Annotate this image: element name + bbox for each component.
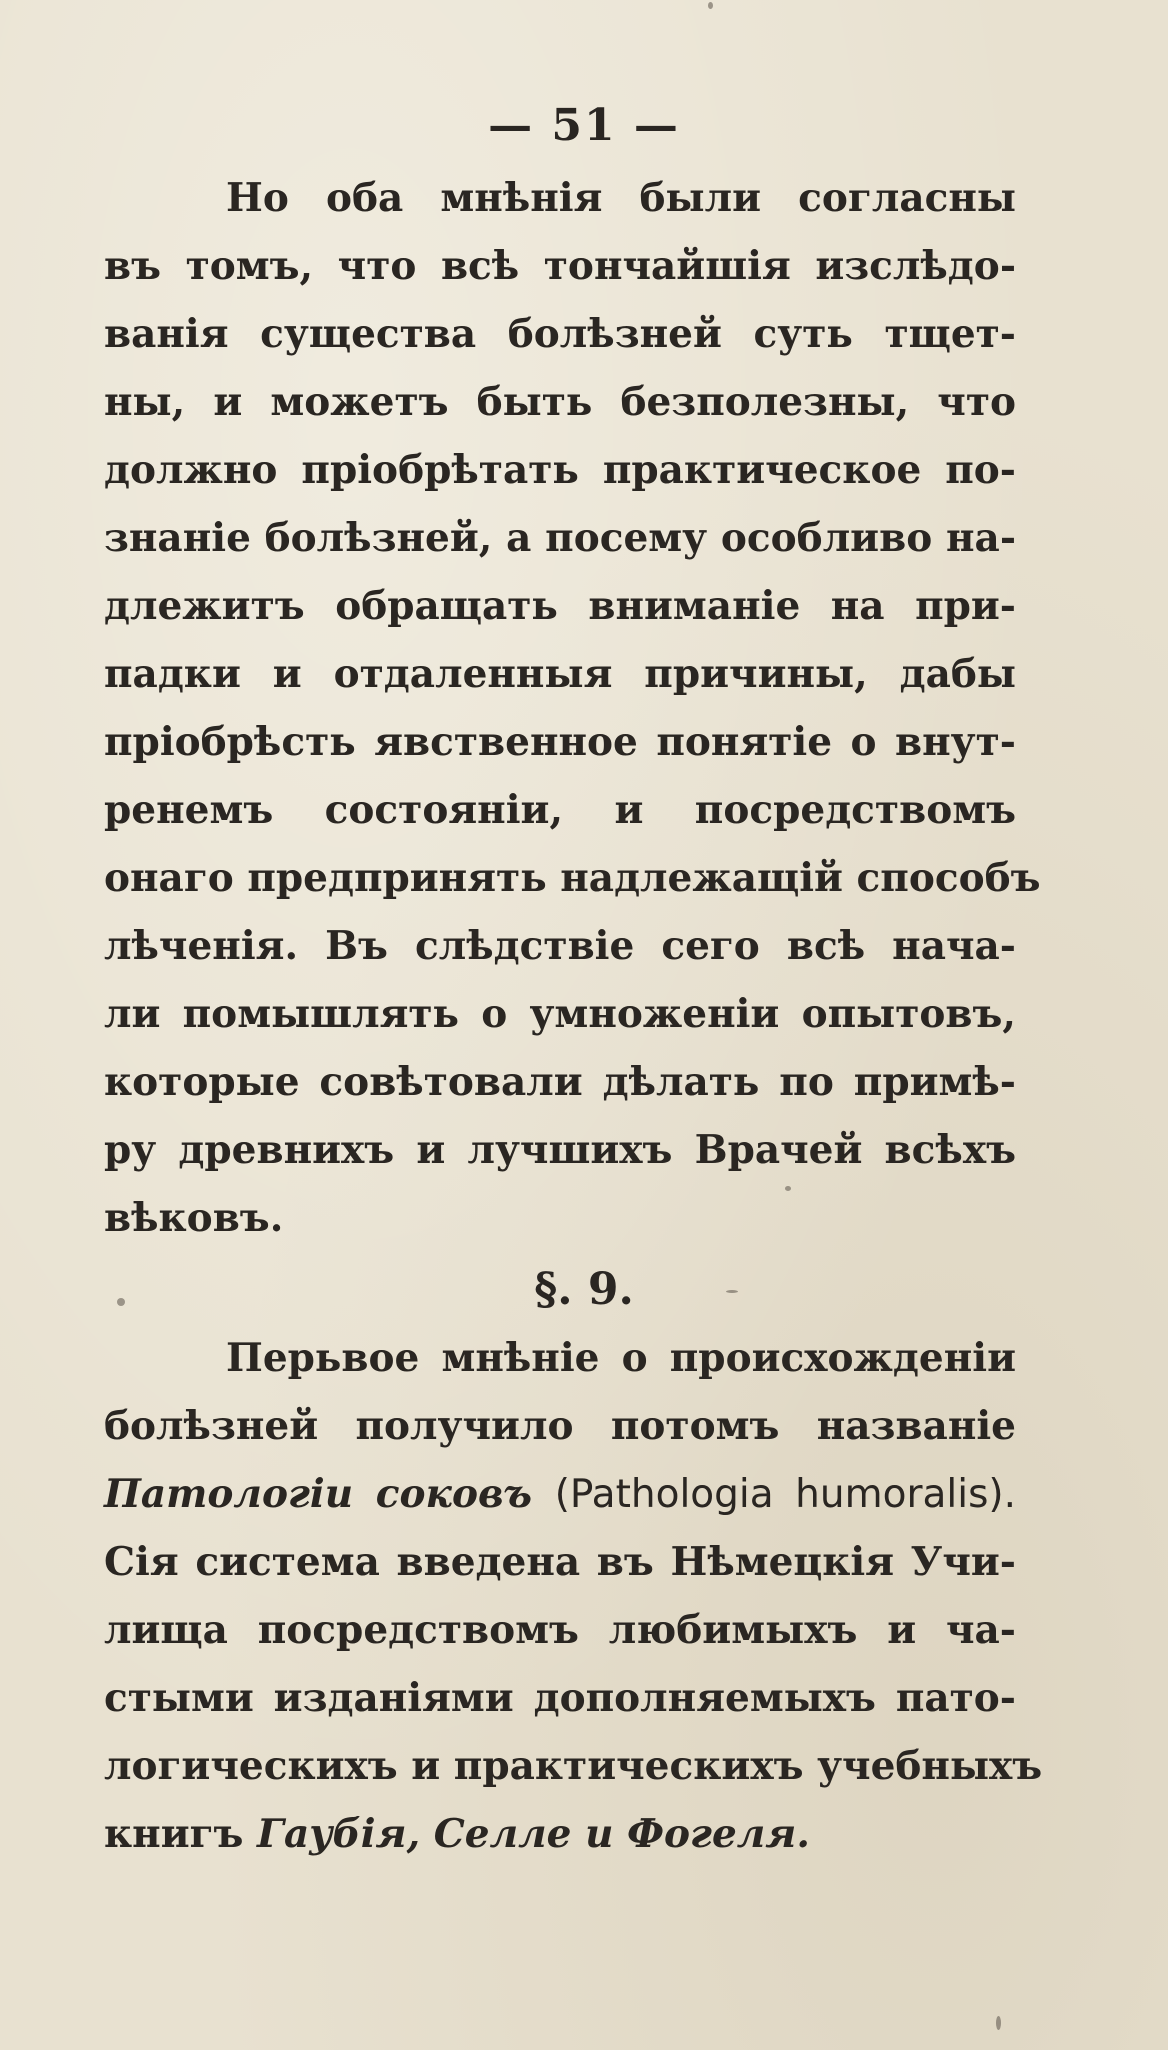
latin-term: (Pathologia humoralis). [554,1472,1017,1517]
text-line: должно пріобрѣтать практическое по‑ [104,447,1016,493]
text-line [104,1800,1016,1868]
text-line: лѣченія. Въ слѣдствіе сего всѣ нача‑ [104,923,1016,969]
text-line: ли помышлять о умноженіи опытовъ, [104,991,1016,1037]
text-line: ру древнихъ и лучшихъ Врачей всѣхъ [104,1127,1016,1173]
page-number: — 51 — [488,100,680,151]
text-line [104,1460,1016,1528]
text-line: лища посредствомъ любимыхъ и ча‑ [104,1607,1016,1653]
text-line: въ томъ, что всѣ тончайшія изслѣдо‑ [104,243,1016,289]
text-line: ванія существа болѣзней суть тщет‑ [104,311,1016,357]
text-line: стыми изданіями дополняемыхъ пато‑ [104,1675,1016,1721]
text-line: ренемъ состояніи, и посредствомъ [104,787,1016,833]
text-line: длежитъ обращать вниманіе на при‑ [104,583,1016,629]
text-line: которые совѣтовали дѣлать по примѣ‑ [104,1059,1016,1105]
paper-speck [996,2016,1001,2030]
paper-speck [708,2,713,9]
text-line: Сія система введена въ Нѣмецкія Учи‑ [104,1539,1016,1585]
text-line: вѣковъ. [104,1195,284,1241]
italic-term: Патологіи соковъ [104,1471,532,1517]
text-line: болѣзней получило потомъ названіе [104,1403,1016,1449]
text-line: ны, и можетъ быть безполезны, что [104,379,1016,425]
italic-authors: Гаубія, Селле и Фогеля. [257,1811,810,1857]
text-line: логическихъ и практическихъ учебныхъ [104,1743,1043,1789]
text-line: Перьвое мнѣніе о происхожденіи [226,1335,1016,1381]
section-heading: §. 9. [534,1264,634,1315]
text-line: падки и отдаленныя причины, дабы [104,651,1016,697]
text-line: знаніе болѣзней, а посему особливо на‑ [104,515,1016,561]
text-line: онаго предпринять надлежащій способъ [104,855,1041,901]
text-fragment: книгъ [104,1811,244,1857]
text-line: Но оба мнѣнія были согласны [226,175,1016,221]
text-line: пріобрѣсть явственное понятіе о внут‑ [104,719,1016,765]
